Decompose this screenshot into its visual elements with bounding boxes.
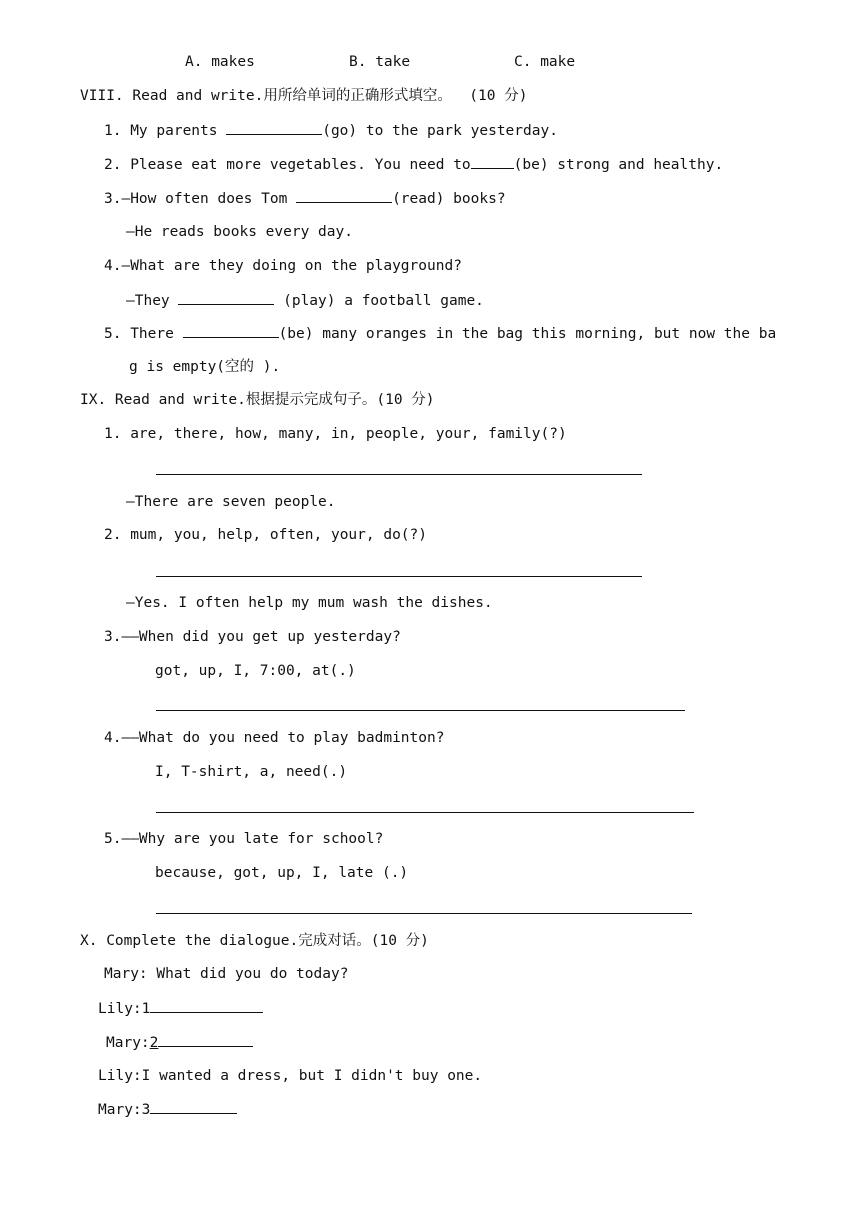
option-a: A. makes (185, 54, 255, 70)
s8-q3-answer: —He reads books every day. (126, 224, 353, 240)
s9-q3-question: 3.——When did you get up yesterday? (104, 629, 401, 645)
s8-q4-ans-post: (play) a football game. (274, 293, 484, 309)
s9-q4-question: 4.——What do you need to play badminton? (104, 730, 445, 746)
dialogue-l2-label: Lily:1 (98, 1001, 151, 1017)
s8-q5-blank[interactable] (183, 323, 279, 338)
option-b: B. take (349, 54, 411, 70)
s9-q3-words: got, up, I, 7:00, at(.) (155, 663, 356, 679)
section-9-heading: IX. Read and write.根据提示完成句子。(10 分) (80, 392, 435, 408)
s8-q5-post: (be) many oranges in the bag this morning, but now the ba (278, 326, 777, 342)
s8-q5-pre: 5. There (104, 326, 183, 342)
s8-question-1 (104, 120, 558, 141)
s9-q2-answer-line[interactable] (156, 576, 642, 577)
s9-q1-words: 1. are, there, how, many, in, people, your, family(?) (104, 426, 567, 442)
s8-q4-ans-pre: —They (126, 293, 179, 309)
s8-q4-blank[interactable] (178, 290, 274, 305)
s9-q1-answer-line[interactable] (156, 474, 642, 475)
dialogue-line-3 (106, 1032, 253, 1053)
s8-q2-blank[interactable] (471, 154, 514, 169)
s9-q5-question: 5.——Why are you late for school? (104, 831, 384, 847)
s9-q5-answer-line[interactable] (156, 913, 692, 914)
s8-q2-post: (be) strong and healthy. (513, 157, 724, 173)
dialogue-line-5 (98, 1099, 237, 1120)
s9-q3-answer-line[interactable] (156, 710, 685, 711)
s8-question-2 (104, 154, 723, 175)
option-c: C. make (514, 54, 576, 70)
s8-q1-post: (go) to the park yesterday. (322, 123, 558, 139)
dialogue-l5-label: Mary:3 (98, 1102, 151, 1118)
s8-question-5 (104, 323, 776, 344)
section-8-heading: VIII. Read and write.用所给单词的正确形式填空。 (10 分) (80, 88, 528, 104)
s8-question-3 (104, 188, 506, 209)
s9-q2-answer: —Yes. I often help my mum wash the dishes. (126, 595, 493, 611)
s8-q3-post: (read) books? (392, 191, 506, 207)
s8-question-4: 4.—What are they doing on the playground? (104, 258, 462, 274)
dialogue-blank-2[interactable] (158, 1032, 253, 1047)
s8-q1-blank[interactable] (226, 120, 322, 135)
s8-q1-pre: 1. My parents (104, 123, 227, 139)
s8-q3-pre: 3.—How often does Tom (104, 191, 297, 207)
s8-q3-blank[interactable] (296, 188, 392, 203)
s8-q4-answer (126, 290, 484, 311)
s9-q5-words: because, got, up, I, late (.) (155, 865, 409, 881)
section-10-heading: X. Complete the dialogue.完成对话。(10 分) (80, 933, 429, 949)
dialogue-l3-number: 2 (149, 1035, 159, 1051)
dialogue-line-2 (98, 998, 263, 1019)
dialogue-line-1: Mary: What did you do today? (104, 966, 349, 982)
dialogue-line-4: Lily:I wanted a dress, but I didn't buy one. (98, 1068, 483, 1084)
s9-q4-words: I, T-shirt, a, need(.) (155, 764, 348, 780)
s8-q5-continuation: g is empty(空的 ). (129, 359, 281, 375)
s9-q1-answer: —There are seven people. (126, 494, 336, 510)
s8-q2-pre: 2. Please eat more vegetables. You need to (104, 157, 471, 173)
dialogue-blank-1[interactable] (150, 998, 263, 1013)
dialogue-blank-3[interactable] (150, 1099, 237, 1114)
dialogue-l3-label: Mary: (106, 1035, 150, 1051)
s9-q4-answer-line[interactable] (156, 812, 694, 813)
s9-q2-words: 2. mum, you, help, often, your, do(?) (104, 527, 428, 543)
